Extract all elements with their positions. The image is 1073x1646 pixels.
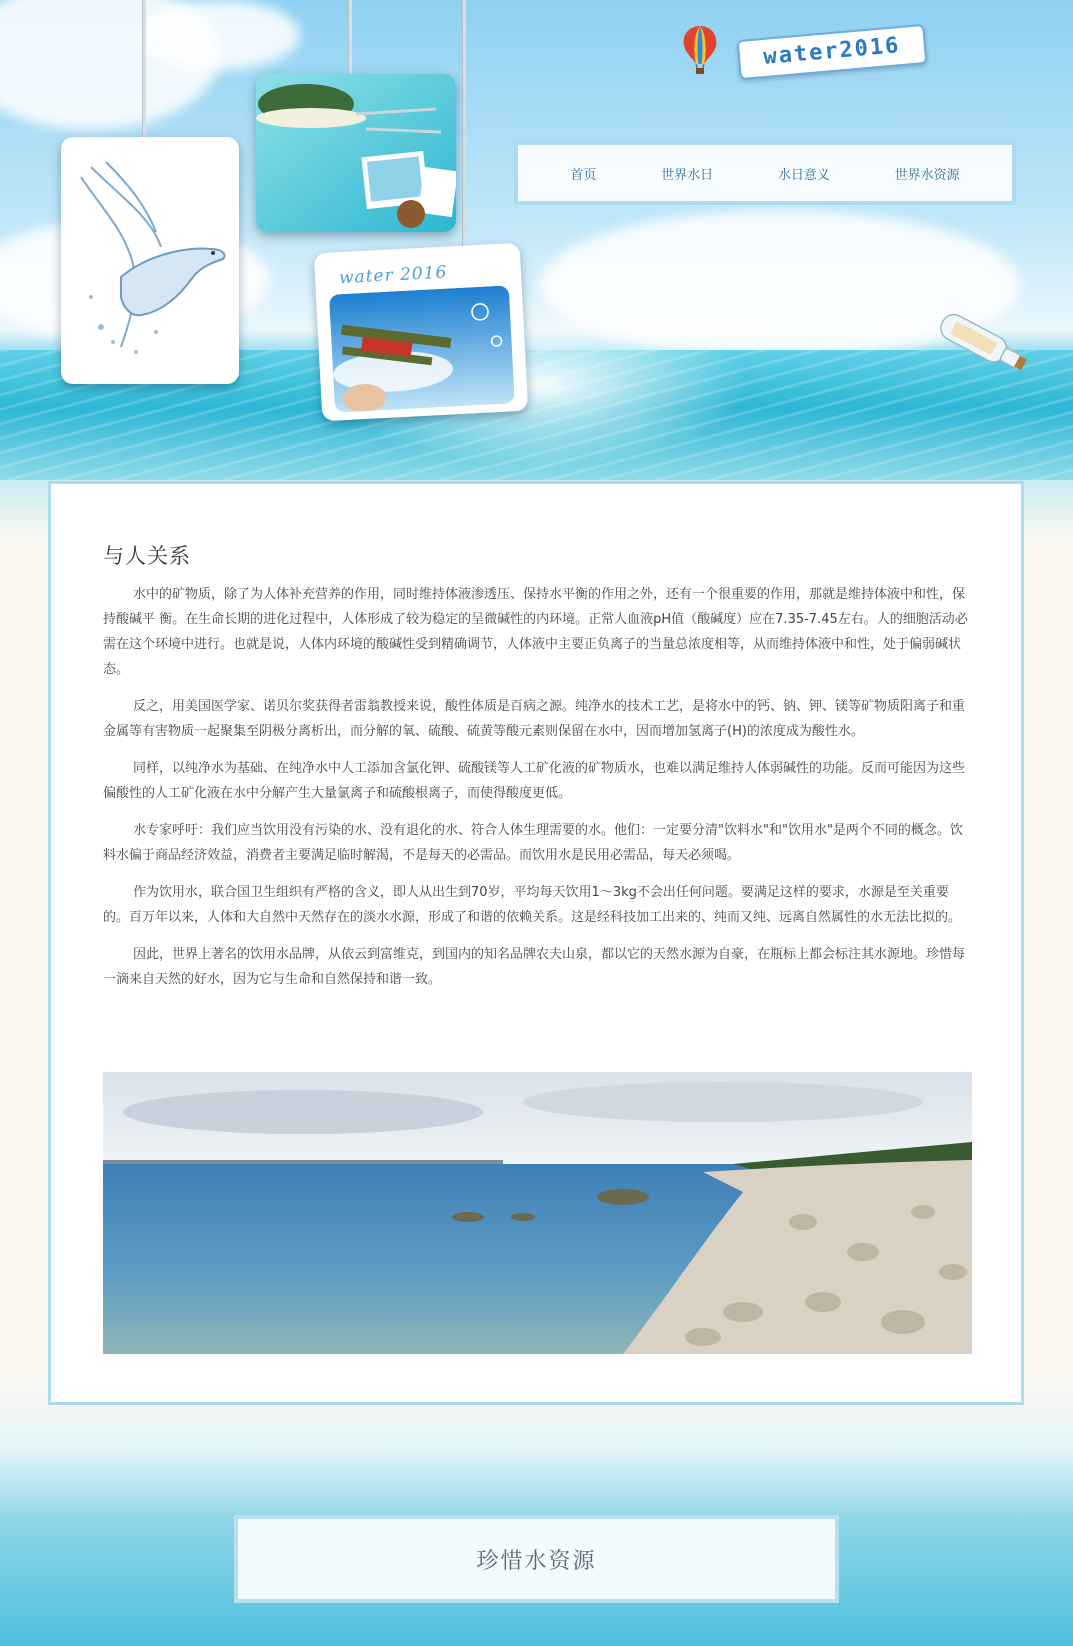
message-bottle-icon [928,312,1038,372]
card-caption: water 2016 [338,262,448,289]
island-photo-card [256,74,456,232]
nav-item-home[interactable]: 首页 [570,167,597,183]
island-image [256,74,456,232]
nav-item-world-water-day[interactable]: 世界水日 [661,167,714,183]
header-hero [0,0,1073,480]
rocky-shore-image [103,1072,972,1354]
main-nav [514,141,1016,205]
water-dove-icon [61,137,239,384]
article-paragraph: 水专家呼吁：我们应当饮用没有污染的水、没有退化的水、符合人体生理需要的水。他们：一定要分清"饮料水"和"饮用水"是两个不同的概念。饮料水偏于商品经济效益，消费者主要满足临时解渴，不是每天的必需品。而饮用水是民用必需品，每天必须喝。 [103,823,963,863]
article-paragraph: 同样，以纯净水为基础、在纯净水中人工添加含氯化钾、硫酸镁等人工矿化液的矿物质水，也难以满足维持人体弱碱性的功能。反而可能因为这些偏酸性的人工矿化液在水中分解产生大量氯离子和硫酸根离子，而使得酸度更低。 [103,761,966,801]
logo-text: water2016 [737,24,928,80]
hot-air-balloon-icon [680,24,720,76]
article-paragraph: 作为饮用水，联合国卫生组织有严格的含义，即人从出生到70岁，平均每天饮用1～3kg不会出任何问题。要满足这样的要求，水源是至关重要的。百万年以来，人体和大自然中天然存在的淡水水源，形成了和谐的依赖关系。这是经科技加工出来的、纯而又纯、远离自然属性的水无法比拟的。 [103,885,962,925]
hanging-string [462,0,466,252]
article-paragraph: 水中的矿物质，除了为人体补充营养的作用，同时维持体液渗透压、保持水平衡的作用之外，还有一个很重要的作用，那就是维持体液中和性，保持酸碱平 衡。在生命长期的进化过程中，人体形成了较为稳定的呈微碱性的内环境。正常人血液pH值（酸碱度）应在7.35-7.45左右。人的细胞活动必需在这个环境中进行。也就是说，人体内环境的酸碱性受到精确调节，人体液中主要正负离子的当量总浓度相等，从而维持体液中和性，处于偏弱碱状态。 [103,587,968,677]
article-title: 与人关系 [103,544,191,568]
article-paragraph: 反之，用美国医学家、诺贝尔奖获得者雷翁教授来说，酸性体质是百病之源。纯净水的技术工艺，是将水中的钙、钠、钾、镁等矿物质阳离子和重金属等有害物质一起聚集至阴极分离析出，而分解的氧、硫酸、硫黄等酸元素则保留在水中，因而增加氢离子(H)的浓度成为酸性水。 [103,699,966,739]
article-panel [48,481,1024,1405]
dove-photo-card [61,137,239,384]
nav-item-world-water-resources[interactable]: 世界水资源 [894,167,960,183]
footer-banner [234,1515,839,1603]
nav-item-water-day-meaning[interactable]: 水日意义 [777,167,830,183]
footer-banner-text: 珍惜水资源 [476,1548,597,1574]
seashore-photo [103,1072,972,1354]
plane-photo-card [314,243,529,422]
cloud [140,0,300,70]
article-paragraph: 因此，世界上著名的饮用水品牌，从依云到富维克，到国内的知名品牌农夫山泉，都以它的天然水源为自豪，在瓶标上都会标注其水源地。珍惜每一滴来自天然的好水，因为它与生命和自然保持和谐一致。 [103,947,966,987]
hanging-string [142,0,146,150]
site-logo[interactable] [680,24,940,84]
toy-plane-image [329,285,515,412]
